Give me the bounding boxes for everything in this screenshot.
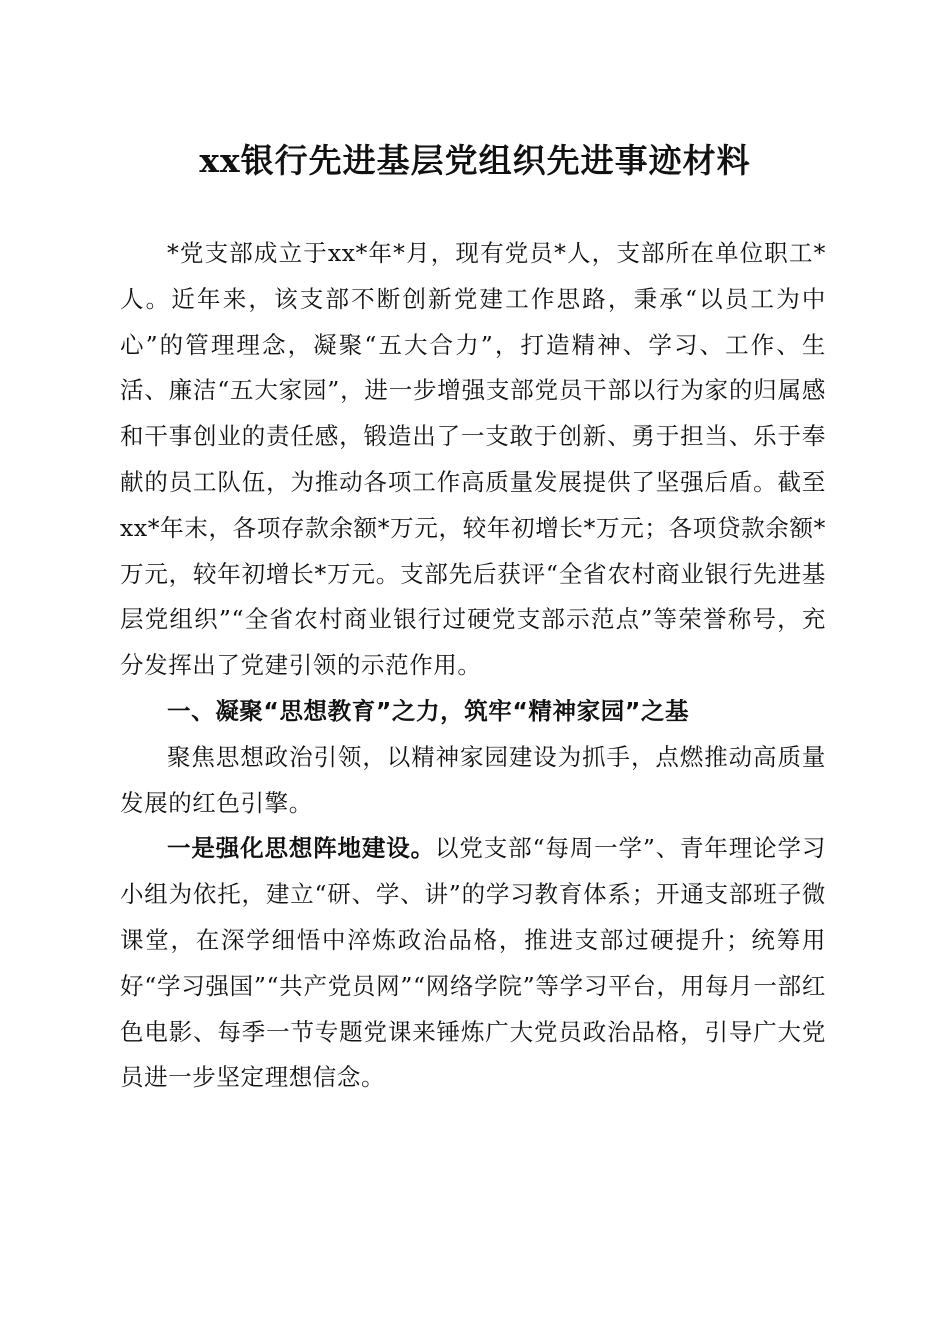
item-body-text: 以党支部“每周一学”、青年理论学习小组为依托，建立“研、学、讲”的学习教育体系；开通支部班子微课堂，在深学细悟中淬炼政治品格，推进支部过硬提升；统筹用好“学习强国”“共产党员网”“网络学院”等学习平台，用每月一部红色电影、每季一节专题党课来锤炼广大党员政治品格，引导广大党员进一步坚定理想信念。	[120, 834, 826, 1092]
item-lead-text: 一是强化思想阵地建设。	[167, 834, 436, 863]
document-body	[120, 231, 826, 1101]
section-item-paragraph	[120, 826, 826, 1101]
section-heading: 一、凝聚“思想教育”之力，筑牢“精神家园”之基	[167, 696, 690, 725]
intro-paragraph: *党支部成立于xx*年*月，现有党员*人，支部所在单位职工*人。近年来，该支部不断创新党建工作思路，秉承“以员工为中心”的管理理念，凝聚“五大合力”，打造精神、学习、工作、生活、廉洁“五大家园”，进一步增强支部党员干部以行为家的归属感和干事创业的责任感，锻造出了一支敢于创新、勇于担当、乐于奉献的员工队伍，为推动各项工作高质量发展提供了坚强后盾。截至xx*年末，各项存款余额*万元，较年初增长*万元；各项贷款余额*万元，较年初增长*万元。支部先后获评“全省农村商业银行先进基层党组织”“全省农村商业银行过硬党支部示范点”等荣誉称号，充分发挥出了党建引领的示范作用。	[120, 239, 826, 680]
section-intro-paragraph: 聚焦思想政治引领，以精神家园建设为抓手，点燃推动高质量发展的红色引擎。	[120, 742, 826, 817]
document-title: xx银行先进基层党组织先进事迹材料	[199, 141, 751, 180]
